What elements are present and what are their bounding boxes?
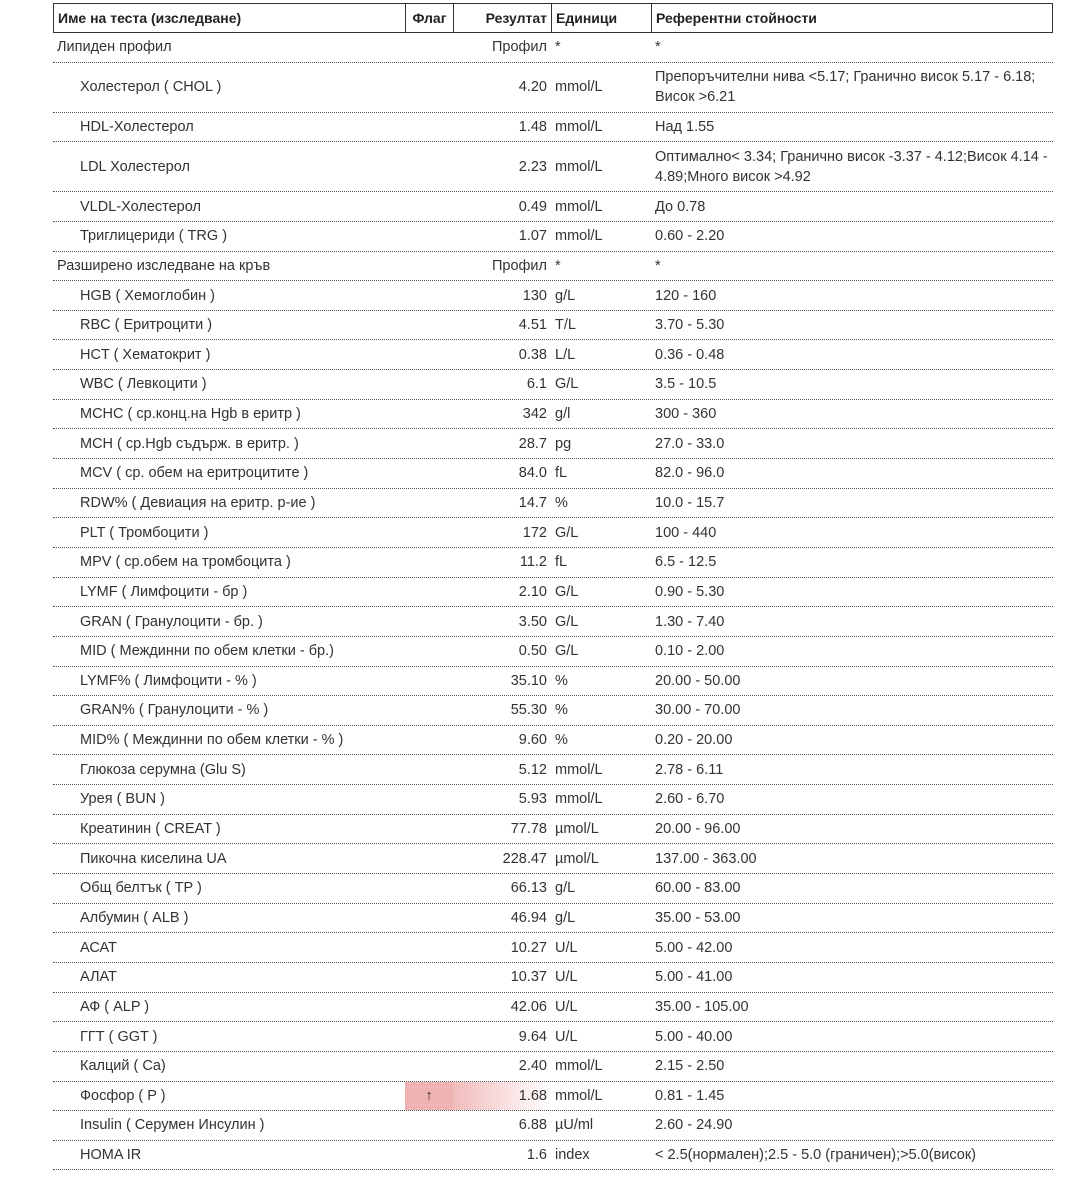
reference-cell: 27.0 - 33.0 (655, 435, 725, 452)
flag-cell (405, 1141, 453, 1170)
flag-cell (405, 904, 453, 933)
reference-cell: 120 - 160 (655, 287, 717, 304)
unit-cell: g/L (555, 909, 576, 926)
unit-cell: G/L (555, 524, 579, 541)
reference-cell: 0.10 - 2.00 (655, 643, 725, 660)
unit-cell: L/L (555, 346, 576, 363)
flag-cell (405, 489, 453, 518)
test-name: MID% ( Междинни по обем клетки - % ) (80, 732, 344, 749)
reference-cell: 0.60 - 2.20 (655, 228, 725, 245)
test-name: RBC ( Еритроцити ) (80, 317, 213, 334)
test-name: GRAN ( Гранулоцити - бр. ) (80, 613, 263, 630)
flag-cell (405, 637, 453, 666)
test-name: Албумин ( ALB ) (80, 909, 189, 926)
unit-cell: mmol/L (555, 118, 603, 135)
test-name: GRAN% ( Гранулоцити - % ) (80, 702, 269, 719)
test-name: Урея ( BUN ) (80, 791, 165, 808)
flag-cell (405, 400, 453, 429)
table-row (53, 844, 1053, 874)
result-cell: 0.38 (518, 346, 547, 363)
unit-cell: mmol/L (555, 228, 603, 245)
unit-cell: mmol/L (555, 1058, 603, 1075)
result-cell: 10.27 (510, 939, 547, 956)
test-name: HDL-Холестерол (80, 118, 194, 135)
reference-cell: 300 - 360 (655, 406, 717, 423)
test-name: Липиден профил (57, 39, 172, 56)
result-cell: 0.49 (518, 198, 547, 215)
unit-cell: T/L (555, 317, 576, 334)
unit-cell: * (555, 257, 561, 274)
unit-cell: mmol/L (555, 198, 603, 215)
table-row (53, 400, 1053, 430)
flag-cell (405, 667, 453, 696)
test-name: RDW% ( Девиация на еритр. р-ие ) (80, 495, 316, 511)
test-name: Холестерол ( CHOL ) (80, 79, 222, 96)
unit-cell: mmol/L (555, 79, 603, 96)
flag-cell (405, 518, 453, 547)
flag-cell (405, 785, 453, 814)
unit-cell: g/l (555, 406, 571, 423)
header-units: Единици (552, 4, 652, 32)
flag-cell (405, 222, 453, 251)
flag-cell (405, 607, 453, 636)
reference-cell: 35.00 - 105.00 (655, 998, 749, 1015)
result-cell: 35.10 (510, 672, 547, 689)
flag-cell (405, 578, 453, 607)
unit-cell: % (555, 672, 568, 689)
reference-cell: 6.5 - 12.5 (655, 554, 717, 571)
header-reference: Референтни стойности (656, 10, 817, 26)
unit-cell: G/L (555, 583, 579, 600)
result-cell: 1.6 (526, 1147, 547, 1164)
table-row (53, 578, 1053, 608)
table-row (53, 933, 1053, 963)
flag-cell (405, 192, 453, 221)
unit-cell: g/L (555, 287, 576, 304)
flag-cell (405, 281, 453, 310)
table-row (53, 429, 1053, 459)
result-cell: 14.7 (518, 495, 547, 511)
table-row (53, 904, 1053, 934)
reference-cell: 3.70 - 5.30 (655, 317, 725, 334)
test-name: Калций ( Ca) (80, 1058, 166, 1075)
flag-cell (405, 63, 453, 112)
reference-cell: До 0.78 (655, 198, 706, 215)
reference-cell: 20.00 - 50.00 (655, 672, 741, 689)
unit-cell: % (555, 732, 568, 749)
result-cell: Профил (491, 39, 547, 56)
test-name: HOMA IR (80, 1147, 142, 1164)
reference-cell: 5.00 - 40.00 (655, 1028, 733, 1045)
reference-cell: 20.00 - 96.00 (655, 821, 741, 838)
reference-cell: 5.00 - 41.00 (655, 969, 733, 986)
result-cell: 5.12 (518, 761, 547, 778)
result-cell: 1.68 (453, 1082, 551, 1111)
flag-cell (405, 459, 453, 488)
reference-cell: 137.00 - 363.00 (655, 850, 757, 867)
result-cell: 130 (522, 287, 547, 304)
test-name: АСАТ (80, 939, 117, 956)
reference-cell: < 2.5(нормален);2.5 - 5.0 (граничен);>5.0(висок) (655, 1147, 977, 1164)
flag-cell (405, 1052, 453, 1081)
result-cell: 9.64 (518, 1028, 547, 1045)
unit-cell: µU/ml (555, 1117, 594, 1134)
flag-cell (405, 142, 453, 191)
flag-cell (405, 370, 453, 399)
reference-cell: 60.00 - 83.00 (655, 880, 741, 897)
result-cell: 3.50 (518, 613, 547, 630)
reference-cell: 5.00 - 42.00 (655, 939, 733, 956)
unit-cell: mmol/L (555, 791, 603, 808)
reference-cell: 10.0 - 15.7 (655, 495, 725, 511)
table-row (53, 311, 1053, 341)
table-row (53, 142, 1053, 192)
table-row (53, 874, 1053, 904)
result-cell: 42.06 (510, 998, 547, 1015)
result-cell: 66.13 (510, 880, 547, 897)
unit-cell: G/L (555, 376, 579, 393)
unit-cell: index (555, 1147, 590, 1164)
test-name: MCV ( ср. обем на еритроцитите ) (80, 465, 309, 482)
reference-cell: 0.90 - 5.30 (655, 583, 725, 600)
table-row (53, 192, 1053, 222)
test-name: АФ ( ALP ) (80, 998, 150, 1015)
test-name: WBC ( Левкоцити ) (80, 376, 207, 393)
flag-cell (405, 726, 453, 755)
result-cell: 0.50 (518, 643, 547, 660)
table-row (53, 1082, 1053, 1112)
test-name: LYMF ( Лимфоцити - бр ) (80, 583, 248, 600)
unit-cell: % (555, 495, 568, 511)
reference-cell: 3.5 - 10.5 (655, 376, 717, 393)
table-row (53, 696, 1053, 726)
lab-results-table (53, 3, 1053, 1170)
flag-cell (405, 963, 453, 992)
result-cell: 1.07 (518, 228, 547, 245)
result-cell: 6.1 (526, 376, 547, 393)
result-cell: 2.10 (518, 583, 547, 600)
flag-cell (405, 874, 453, 903)
flag-cell (405, 993, 453, 1022)
flag-cell (405, 33, 453, 62)
unit-cell: G/L (555, 613, 579, 630)
test-name: Креатинин ( CREAT ) (80, 821, 221, 838)
result-cell: 84.0 (518, 465, 547, 482)
result-cell: 5.93 (518, 791, 547, 808)
table-row (53, 815, 1053, 845)
table-row (53, 548, 1053, 578)
flag-cell (405, 755, 453, 784)
test-name: LDL Холестерол (80, 158, 190, 175)
test-name: Фосфор ( P ) (80, 1087, 166, 1104)
reference-cell: 30.00 - 70.00 (655, 702, 741, 719)
test-name: Разширено изследване на кръв (57, 257, 271, 274)
result-cell: 2.40 (518, 1058, 547, 1075)
flag-cell (405, 933, 453, 962)
flag-cell (405, 815, 453, 844)
header-flag: Флаг (406, 4, 454, 32)
result-cell: 55.30 (510, 702, 547, 719)
flag-cell (405, 311, 453, 340)
table-row (53, 518, 1053, 548)
unit-cell: g/L (555, 880, 576, 897)
table-row (53, 1022, 1053, 1052)
test-name: MCH ( ср.Hgb съдърж. в еритр. ) (80, 435, 299, 452)
unit-cell: U/L (555, 939, 578, 956)
flag-cell (405, 113, 453, 142)
unit-cell: % (555, 702, 568, 719)
result-cell: Профил (491, 257, 547, 274)
test-name: Глюкоза серумна (Glu S) (80, 761, 246, 778)
unit-cell: mmol/L (555, 1087, 603, 1104)
reference-cell: * (655, 39, 661, 56)
reference-cell: 2.60 - 6.70 (655, 791, 725, 808)
result-cell: 11.2 (519, 554, 547, 571)
unit-cell: U/L (555, 969, 578, 986)
result-cell: 4.51 (518, 317, 547, 334)
unit-cell: fL (555, 554, 568, 571)
unit-cell: µmol/L (555, 850, 599, 867)
unit-cell: µmol/L (555, 821, 599, 838)
test-name: АЛАТ (80, 969, 117, 986)
table-row (53, 785, 1053, 815)
result-cell: 28.7 (518, 435, 547, 452)
result-cell: 46.94 (510, 909, 547, 926)
table-row (53, 281, 1053, 311)
test-name: LYMF% ( Лимфоцити - % ) (80, 672, 257, 689)
unit-cell: mmol/L (555, 761, 603, 778)
reference-cell: 35.00 - 53.00 (655, 909, 741, 926)
result-cell: 342 (522, 406, 547, 423)
test-name: HCT ( Хематокрит ) (80, 346, 211, 363)
result-cell: 2.23 (518, 158, 547, 175)
group-row (53, 33, 1053, 63)
reference-cell: 82.0 - 96.0 (655, 465, 725, 482)
flag-cell (405, 252, 453, 281)
table-body (53, 33, 1053, 1170)
test-name: Insulin ( Серумен Инсулин ) (80, 1117, 265, 1134)
header-test-name: Име на теста (изследване) (54, 4, 406, 32)
flag-cell (405, 429, 453, 458)
header-result: Резултат (454, 4, 552, 32)
reference-cell: 0.20 - 20.00 (655, 732, 733, 749)
reference-cell: * (655, 257, 661, 274)
unit-cell: U/L (555, 998, 578, 1015)
unit-cell: U/L (555, 1028, 578, 1045)
reference-cell: 100 - 440 (655, 524, 717, 541)
test-name: MID ( Междинни по обем клетки - бр.) (80, 643, 334, 660)
flag-cell (405, 1111, 453, 1140)
table-row (53, 755, 1053, 785)
reference-cell: 2.60 - 24.90 (655, 1117, 733, 1134)
test-name: Пикочна киселина UA (80, 850, 227, 867)
flag-cell (405, 1022, 453, 1051)
test-name: PLT ( Тромбоцити ) (80, 524, 209, 541)
table-row (53, 637, 1053, 667)
table-row (53, 1141, 1053, 1171)
table-row (53, 489, 1053, 519)
result-cell: 77.78 (510, 821, 547, 838)
result-cell: 6.88 (518, 1117, 547, 1134)
table-row (53, 340, 1053, 370)
table-row (53, 113, 1053, 143)
reference-cell: 2.15 - 2.50 (655, 1058, 725, 1075)
reference-cell: Оптимално< 3.34; Гранично висок -3.37 - 4.12;Висок 4.14 - 4.89;Много висок >4.92 (655, 148, 1048, 185)
unit-cell: * (555, 39, 561, 56)
test-name: ГГТ ( GGT ) (80, 1028, 158, 1045)
result-cell: 4.20 (518, 79, 547, 96)
group-row (53, 252, 1053, 282)
table-row (53, 1111, 1053, 1141)
reference-cell: Над 1.55 (655, 118, 715, 135)
table-row (53, 1052, 1053, 1082)
table-row (53, 459, 1053, 489)
result-cell: 172 (522, 524, 547, 541)
table-header (53, 3, 1053, 33)
test-name: Общ белтък ( TP ) (80, 880, 202, 897)
flag-cell (405, 844, 453, 873)
unit-cell: G/L (555, 643, 579, 660)
reference-cell: Препоръчителни нива <5.17; Гранично висок 5.17 - 6.18; Висок >6.21 (655, 69, 1036, 106)
unit-cell: fL (555, 465, 568, 482)
table-row (53, 370, 1053, 400)
reference-cell: 1.30 - 7.40 (655, 613, 725, 630)
table-row (53, 63, 1053, 113)
test-name: MPV ( ср.обем на тромбоцита ) (80, 554, 291, 571)
test-name: VLDL-Холестерол (80, 198, 201, 215)
result-cell: 9.60 (518, 732, 547, 749)
flag-cell (405, 548, 453, 577)
unit-cell: pg (555, 435, 572, 452)
flag-cell (405, 696, 453, 725)
arrow-up-icon: ↑ (405, 1082, 453, 1111)
reference-cell: 0.81 - 1.45 (655, 1087, 725, 1104)
table-row (53, 726, 1053, 756)
test-name: HGB ( Хемоглобин ) (80, 287, 216, 304)
table-row (53, 963, 1053, 993)
table-row (53, 222, 1053, 252)
table-row (53, 993, 1053, 1023)
result-cell: 228.47 (502, 850, 547, 867)
test-name: Триглицериди ( TRG ) (80, 228, 228, 245)
table-row (53, 607, 1053, 637)
unit-cell: mmol/L (555, 158, 603, 175)
flag-cell (405, 340, 453, 369)
table-row (53, 667, 1053, 697)
result-cell: 1.48 (518, 118, 547, 135)
test-name: MCHC ( ср.конц.на Hgb в еритр ) (80, 406, 301, 423)
result-cell: 10.37 (510, 969, 547, 986)
reference-cell: 0.36 - 0.48 (655, 346, 725, 363)
reference-cell: 2.78 - 6.11 (655, 761, 724, 778)
